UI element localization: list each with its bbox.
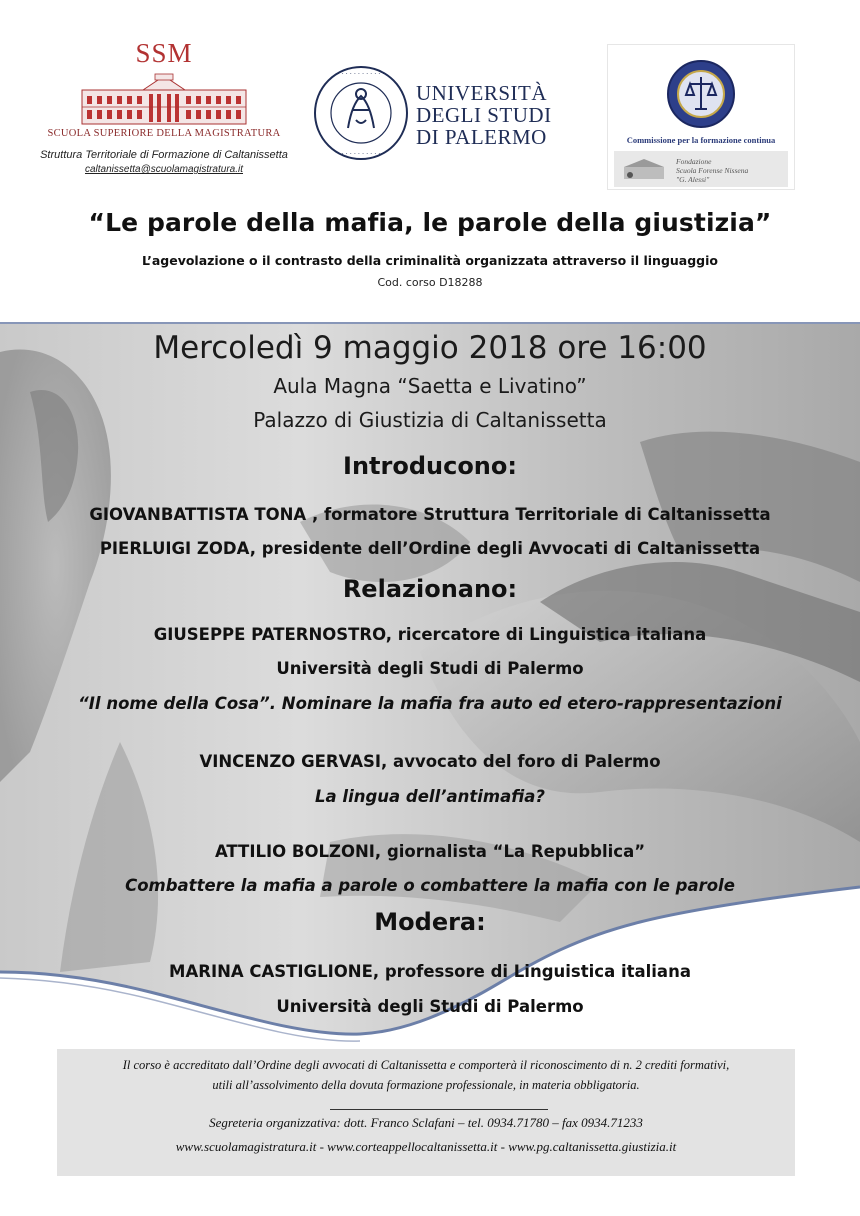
foundation-line3: "G. Alessi" <box>676 175 710 184</box>
ssm-full-name: SCUOLA SUPERIORE DELLA MAGISTRATURA <box>47 128 281 139</box>
introducono-heading: Introducono: <box>343 452 517 480</box>
event-title: “Le parole della mafia, le parole della giustizia” <box>88 208 772 237</box>
ssm-acronym: SSM <box>135 38 193 68</box>
accreditation-line-2: utili all’assolvimento della dovuta formazione professionale, in materia obbligatoria. <box>212 1078 640 1092</box>
websites-links[interactable]: www.scuolamagistratura.it - www.corteappellocaltanissetta.it - www.pg.caltanissetta.giustizia.it <box>175 1139 677 1154</box>
unipa-name-line3: DI PALERMO <box>416 125 547 149</box>
ordine-logo-block <box>607 44 795 190</box>
palace-illustration-icon <box>81 72 247 126</box>
svg-text:· · · · · · · · · · · ·: · · · · · · · · · · · · <box>337 70 385 78</box>
unipa-name-line2: DEGLI STUDI <box>416 103 552 127</box>
venue-hall: Aula Magna “Saetta e Livatino” <box>273 374 587 398</box>
accreditation-line-1: Il corso è accreditato dall’Ordine degli avvocati di Caltanissetta e comporterà il riconoscimento di n. 2 crediti formativi, <box>122 1058 730 1072</box>
modera-heading: Modera: <box>374 908 486 936</box>
ordine-commission-label: Commissione per la formazione continua <box>626 135 776 145</box>
event-date: Mercoledì 9 maggio 2018 ore 16:00 <box>153 330 707 366</box>
intro-speaker-1: GIOVANBATTISTA TONA , formatore Struttura Territoriale di Caltanissetta <box>89 505 771 524</box>
event-subtitle: L’agevolazione o il contrasto della criminalità organizzata attraverso il linguaggio <box>142 253 718 268</box>
talk-2-title: La lingua dell’antimafia? <box>315 787 545 806</box>
talk-3-title: Combattere la mafia a parole o combattere la mafia con le parole <box>125 876 735 895</box>
moderator-name: MARINA CASTIGLIONE, professore di Linguistica italiana <box>169 962 691 981</box>
ordine-seal-icon <box>666 59 736 129</box>
foundation-banner <box>614 151 788 187</box>
unipa-name <box>416 82 552 148</box>
accreditation-note <box>57 1055 795 1095</box>
ssm-structure-label: Struttura Territoriale di Formazione di Caltanissetta <box>40 149 288 161</box>
course-code: Cod. corso D18288 <box>377 276 483 289</box>
foundation-line1: Fondazione <box>676 157 712 166</box>
talk-1-speaker: GIUSEPPE PATERNOSTRO, ricercatore di Linguistica italiana <box>153 625 707 644</box>
relazionano-heading: Relazionano: <box>342 575 518 603</box>
unipa-seal-icon <box>312 64 410 162</box>
footer-info-box <box>57 1049 795 1176</box>
svg-text:· · · · · · · · · · · ·: · · · · · · · · · · · · <box>337 150 385 158</box>
intro-speaker-2: PIERLUIGI ZODA, presidente dell’Ordine degli Avvocati di Caltanissetta <box>99 539 761 558</box>
talk-1-title: “Il nome della Cosa”. Nominare la mafia fra auto ed etero-rappresentazioni <box>78 694 782 713</box>
foundation-name <box>676 157 748 184</box>
footer-divider <box>330 1109 548 1110</box>
unipa-logo-block <box>312 62 552 166</box>
talk-2-speaker: VINCENZO GERVASI, avvocato del foro di Palermo <box>199 752 661 771</box>
moderator-affiliation: Università degli Studi di Palermo <box>276 997 584 1016</box>
talk-3-speaker: ATTILIO BOLZONI, giornalista “La Repubblica” <box>214 842 646 861</box>
foundation-line2: Scuola Forense Nissena <box>676 166 749 175</box>
venue-building: Palazzo di Giustizia di Caltanissetta <box>253 408 607 432</box>
ssm-logo-block <box>38 38 290 175</box>
foundation-building-icon <box>620 157 670 181</box>
secretariat-contact: Segreteria organizzativa: dott. Franco Sclafani – tel. 0934.71780 – fax 0934.71233 <box>209 1115 643 1130</box>
ssm-email-link[interactable]: caltanissetta@scuolamagistratura.it <box>85 164 243 175</box>
unipa-name-line1: UNIVERSITÀ <box>416 81 547 105</box>
talk-1-affiliation: Università degli Studi di Palermo <box>276 659 584 678</box>
